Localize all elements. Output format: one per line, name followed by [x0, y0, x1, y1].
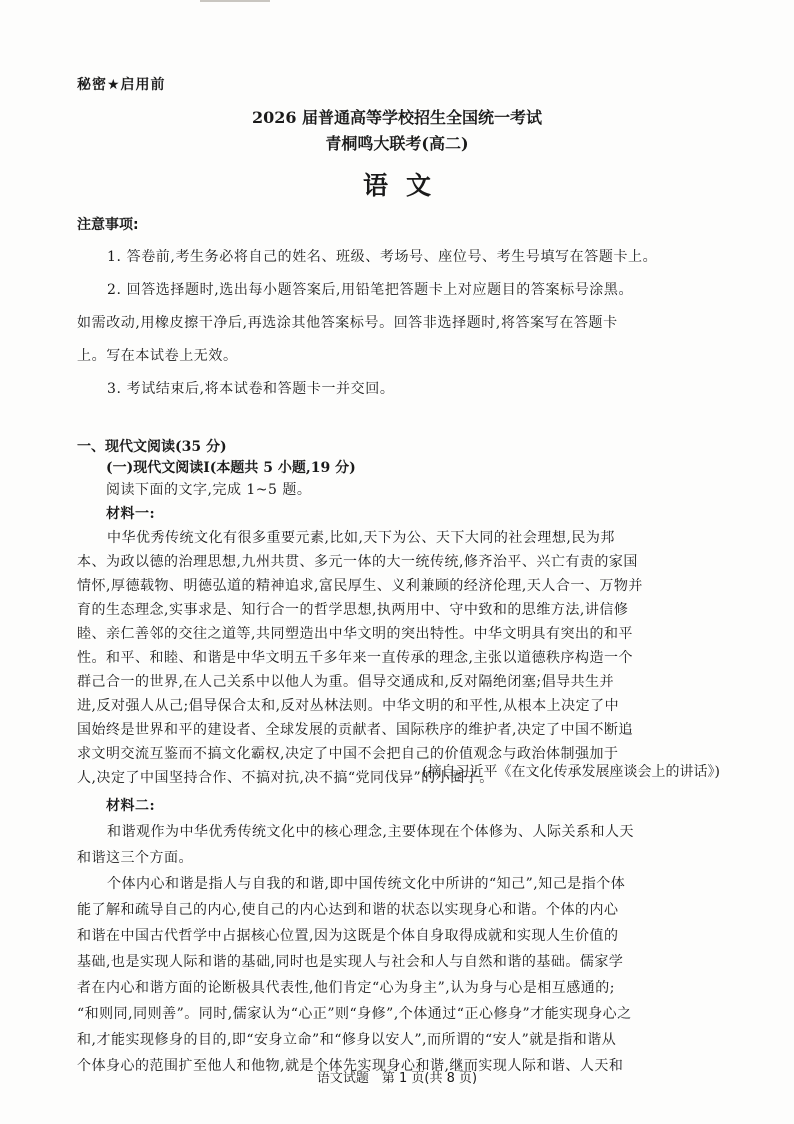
- paragraph-line: 国始终是世界和平的建设者、全球发展的贡献者、国际秩序的维护者,决定了中国不断追: [77, 722, 633, 738]
- notice-line: 如需改动,用橡皮擦干净后,再选涂其他答案标号。回答非选择题时,将答案写在答题卡: [77, 315, 618, 331]
- material-one-source: (摘自习近平《在文化传承发展座谈会上的讲话》): [422, 764, 720, 780]
- notice-heading: 注意事项:: [77, 217, 139, 233]
- paragraph-line: 人,决定了中国坚持合作、不搞对抗,决不搞“党同伐异”的小圈子。: [77, 770, 494, 786]
- paragraph-line: 育的生态理念,实事求是、知行合一的哲学思想,执两用中、守中致和的思维方法,讲信修: [77, 602, 629, 618]
- material-one-label: 材料一:: [106, 506, 156, 522]
- exam-subtitle: 青桐鸣大联考(高二): [325, 134, 469, 153]
- subject-title: 语文: [362, 171, 449, 200]
- notice-line: 3. 考试结束后,将本试卷和答题卡一并交回。: [107, 381, 395, 397]
- paragraph-line: 和谐观作为中华优秀传统文化中的核心理念,主要体现在个体修为、人际关系和人天: [107, 824, 634, 840]
- confidential-label: 秘密★启用前: [77, 77, 166, 93]
- paragraph-line: 本、为政以德的治理思想,九州共贯、多元一体的大一统传统,修齐治平、兴亡有责的家国: [77, 554, 638, 570]
- paragraph-line: 睦、亲仁善邻的交往之道等,共同塑造出中华文明的突出特性。中华文明具有突出的和平: [77, 626, 633, 642]
- notice-list: [77, 241, 720, 406]
- section-title: 一、现代文阅读(35 分): [77, 439, 227, 455]
- scan-edge-mark: [200, 0, 270, 2]
- paragraph-line: 性。和平、和睦、和谐是中华文明五千多年来一直传承的理念,主张以道德秩序构造一个: [77, 650, 633, 666]
- notice-line: 1. 答卷前,考生务必将自己的姓名、班级、考场号、座位号、考生号填写在答题卡上。: [107, 249, 658, 265]
- paragraph-line: “和则同,同则善”。同时,儒家认为“心正”则“身修”,个体通过“正心修身”才能实现身心之: [77, 1006, 632, 1022]
- subsection-title: (一)现代文阅读Ⅰ(本题共 5 小题,19 分): [106, 460, 356, 476]
- notice-line: 上。写在本试卷上无效。: [77, 348, 238, 364]
- paragraph-line: 和谐这三个方面。: [77, 850, 193, 866]
- paragraph-line: 个体身心的范围扩至他人和他物,就是个体先实现身心和谐,继而实现人际和谐、人天和: [77, 1058, 624, 1074]
- paragraph-line: 基础,也是实现人际和谐的基础,同时也是实现人与社会和人与自然和谐的基础。儒家学: [77, 954, 624, 970]
- paragraph-line: 情怀,厚德载物、明德弘道的精神追求,富民厚生、义利兼顾的经济伦理,天人合一、万物并: [77, 578, 643, 594]
- exam-title: 2026 届普通高等学校招生全国统一考试: [251, 108, 543, 127]
- paragraph-line: 群己合一的世界,在人己关系中以他人为重。倡导交通成和,反对隔绝闭塞;倡导共生并: [77, 674, 615, 690]
- paragraph-line: 中华优秀传统文化有很多重要元素,比如,天下为公、天下大同的社会理想,民为邦: [107, 530, 615, 546]
- notice-line: 2. 回答选择题时,选出每小题答案后,用铅笔把答题卡上对应题目的答案标号涂黑。: [107, 282, 634, 298]
- page-footer: 语文试题 第 1 页(共 8 页): [316, 1071, 478, 1086]
- paragraph-line: 求文明交流互鉴而不搞文化霸权,决定了中国不会把自己的价值观念与政治体制强加于: [77, 746, 619, 762]
- paragraph-line: 和,才能实现修身的目的,即“安身立命”和“修身以安人”,而所谓的“安人”就是指和谐从: [77, 1032, 617, 1048]
- instruction-text: 阅读下面的文字,完成 1~5 题。: [106, 482, 312, 498]
- material-two: [77, 793, 720, 1079]
- paragraph-line: 能了解和疏导自己的内心,使自己的内心达到和谐的状态以实现身心和谐。个体的内心: [77, 902, 619, 918]
- paragraph-line: 和谐在中国古代哲学中占据核心位置,因为这既是个体自身取得成就和实现人生价值的: [77, 928, 619, 944]
- paragraph-line: 进,反对强人从己;倡导保合太和,反对丛林法则。中华文明的和平性,从根本上决定了中: [77, 698, 620, 714]
- material-two-label: 材料二:: [106, 798, 156, 814]
- paragraph-line: 者在内心和谐方面的论断极具代表性,他们肯定“心为身主”,认为身与心是相互感通的;: [77, 980, 615, 996]
- material-one: [77, 478, 720, 790]
- paragraph-line: 个体内心和谐是指人与自我的和谐,即中国传统文化中所讲的“知己”,知己是指个体: [107, 876, 626, 892]
